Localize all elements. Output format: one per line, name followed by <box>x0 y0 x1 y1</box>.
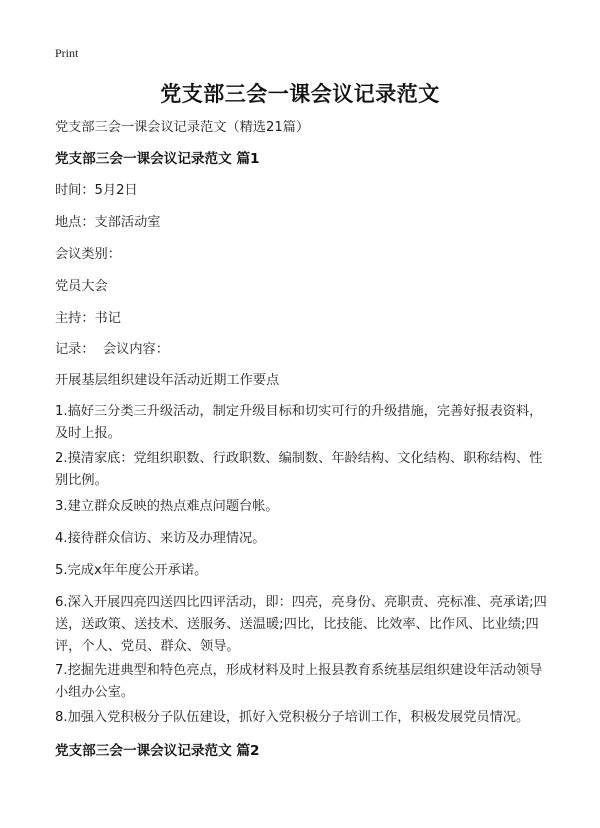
meeting-recorder: 记录： 会议内容： <box>55 342 169 357</box>
section-heading-1: 党支部三会一课会议记录范文 篇1 <box>55 151 260 167</box>
list-item: 6.深入开展四亮四送四比四评活动，即：四亮，亮身份、亮职责、亮标准、亮承诺;四送，送政策、送技术、送服务、送温暖;四比，比技能、比效率、比作风、比业绩;四评，个人、党员、群众、领导。 <box>55 595 547 654</box>
list-item: 3.建立群众反映的热点难点问题台帐。 <box>55 499 279 514</box>
list-item: 7.挖掘先进典型和特色亮点，形成材料及时上报县教育系统基层组织建设年活动领导小组办公室。 <box>55 663 543 700</box>
meeting-type: 党员大会 <box>55 279 108 294</box>
list-item: 2.摸清家底：党组织职数、行政职数、编制数、年龄结构、文化结构、职称结构、性别比例。 <box>55 451 543 488</box>
document-title: 党支部三会一课会议记录范文 <box>160 82 440 106</box>
list-item: 1.搞好三分类三升级活动，制定升级目标和切实可行的升级措施，完善好报表资料，及时上报。 <box>55 404 543 441</box>
section-heading-2: 党支部三会一课会议记录范文 篇2 <box>55 743 260 759</box>
meeting-time: 时间：5月2日 <box>55 183 138 198</box>
list-item: 5.完成x年年度公开承诺。 <box>55 563 208 578</box>
meeting-topic: 开展基层组织建设年活动近期工作要点 <box>55 373 280 388</box>
print-link[interactable]: Print <box>55 46 79 60</box>
meeting-host: 主持：书记 <box>55 311 121 326</box>
list-item: 4.接待群众信访、来访及办理情况。 <box>55 531 266 546</box>
document-subtitle: 党支部三会一课会议记录范文（精选21篇） <box>55 120 310 135</box>
meeting-place: 地点：支部活动室 <box>55 215 161 230</box>
list-item: 8.加强入党积极分子队伍建设，抓好入党积极分子培训工作，积极发展党员情况。 <box>55 710 530 725</box>
meeting-type-label: 会议类别： <box>55 247 121 262</box>
